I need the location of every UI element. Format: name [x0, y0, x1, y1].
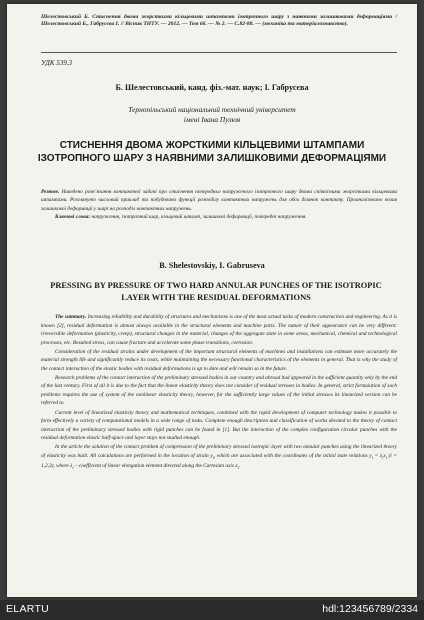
summary-text-5e: (i = 1,2,3), where λ — [41, 452, 397, 470]
subscript-i: i — [212, 454, 214, 460]
subscript-i: i — [371, 454, 373, 460]
summary-body — [41, 313, 397, 473]
summary-text-5a: In the article the solution of the contact problem of compression of the preliminary stressed isotropic layer with two annular punches using the linearized theory of elasticity was built. All calculations are performed in the location of strain y — [41, 444, 397, 459]
handle-label[interactable]: hdl:123456789/2334 — [322, 603, 418, 615]
citation-header: Шелестовський Б. Стиснення двома жорсткими кільцевими штампами ізотропного шару з наявними залишковими деформаціями / Шелестовський Б., Габрусєва І. // Вісник ТНТУ. — 2012. — Том 66. — № 2. — С.82-88. — (механіка та матеріалознавство). — [41, 14, 397, 28]
subscript-i: i — [237, 465, 239, 471]
summary-text-5f: – coefficient of linear elongation element directed along the Cartesian axis x — [73, 463, 238, 470]
header-rule — [41, 52, 397, 53]
summary-label: The summary. — [55, 314, 87, 320]
udk-code: УДК 539.3 — [41, 59, 73, 67]
summary-paragraph-5 — [41, 443, 397, 473]
subscript-i: i — [385, 454, 387, 460]
summary-text-5g: . — [238, 463, 241, 470]
affiliation-line-2: імені Івана Пулюя — [183, 114, 241, 124]
authors-english: B. Shelestovskiy, I. Gabruseva — [159, 261, 265, 270]
summary-paragraph-2: Consideration of the residual strains under development of the important structural elements of machines and installations can estimate more accurately the material strength life and significantly reduce its costs, while maintaining the necessary functional characteristics of the elements in general. That is why the study of the contact interaction of the elastic bodies with residual deformations is up to date and will remain so in the future. — [41, 348, 397, 372]
keywords-text: напруження, ізотропний шар, кільцевий штамп, залишкові деформації, попередні напруження. — [91, 214, 307, 221]
authors-ukrainian: Б. Шелестовський, канд. фіз.-мат. наук; І. Габрусєва — [115, 83, 309, 92]
summary-text-5b: , which are associated with the coordinates of the initial state relations y — [213, 452, 372, 459]
summary-text-5d: x — [383, 452, 386, 459]
abstract-label: Резюме. — [41, 189, 60, 195]
title-ukrainian: СТИСНЕННЯ ДВОМА ЖОРСТКИМИ КІЛЬЦЕВИМИ ШТАМПАМИ ІЗОТРОПНОГО ШАРУ З НАЯВНИМИ ЗАЛИШКОВИМИ ДЕФОРМАЦІЯМИ — [37, 140, 387, 164]
document-page — [7, 4, 417, 597]
subscript-i: i — [382, 454, 384, 460]
summary-paragraph-1 — [41, 313, 397, 347]
abstract-ukrainian — [41, 188, 397, 222]
summary-text-1: Increasing reliability and durability of structures and mechanisms is one of the most actual tasks of modern construction and engineering. As it is known [2], residual deformation is almost always available in the structural elements and machine parts. The nature of their appearance can be very different: irreversible deformation (plasticity, creep), structural changes in the material, changes of the aggregate state in some areas, mechanical, chemical and technological processes, etc. Resulted stress, can cause fracture and accelerate some phase transitions, corrosion. — [41, 314, 398, 346]
repository-label[interactable]: ELARTU — [6, 603, 50, 615]
abstract-text: Наведено розв’язання контактної задачі про стиснення попередньо напруженого ізотропного шару двома співвісними жорсткими кільцевими штампами. Розглянуто числовий приклад та побудовано функції розподілу контактних напружень для обох ділянок контакту. Проаналізовано вплив залишкової деформації у шарі на розподіл контактних напружень. — [41, 189, 397, 212]
summary-text-5c: = λ — [372, 452, 383, 459]
affiliation — [7, 105, 417, 124]
title-english: PRESSING BY PRESSURE OF TWO HARD ANNULAR PUNCHES OF THE ISOTROPIC LAYER WITH THE RESIDUAL DEFORMATIONS — [50, 281, 382, 302]
keywords-label: Ключові слова: — [55, 214, 91, 221]
subscript-i: i — [72, 465, 74, 471]
summary-paragraph-3: Research problems of the contact interaction of the preliminary stressed bodies in our country and abroad had appeared in the sufficient quantity only by the end of the last century. First of all it is due to the fact that the linear elasticity theory does not consider of residual stresses in bodies. In general, strict formulation of such problems requires the use of system of the nonlinear elasticity theory, however, for the sufficiently large values of the initial stresses its linearized version can be referred to. — [41, 374, 397, 407]
affiliation-line-1: Тернопільський національний технічний університет — [128, 105, 296, 114]
summary-paragraph-4: Current level of linearized elasticity theory and mathematical techniques, combined with the rapid development of computer technology makes it possible to form effectively a variety of computational models in a wide range of tasks. Complete enough description and classification of works devoted to the theory of contact interaction of the preliminary stressed bodies with rigid punches can be found in [1]. But the interaction of the complex configuration circular punches with the residual deformation elastic half-space and layer stays not studied enough. — [41, 409, 397, 442]
